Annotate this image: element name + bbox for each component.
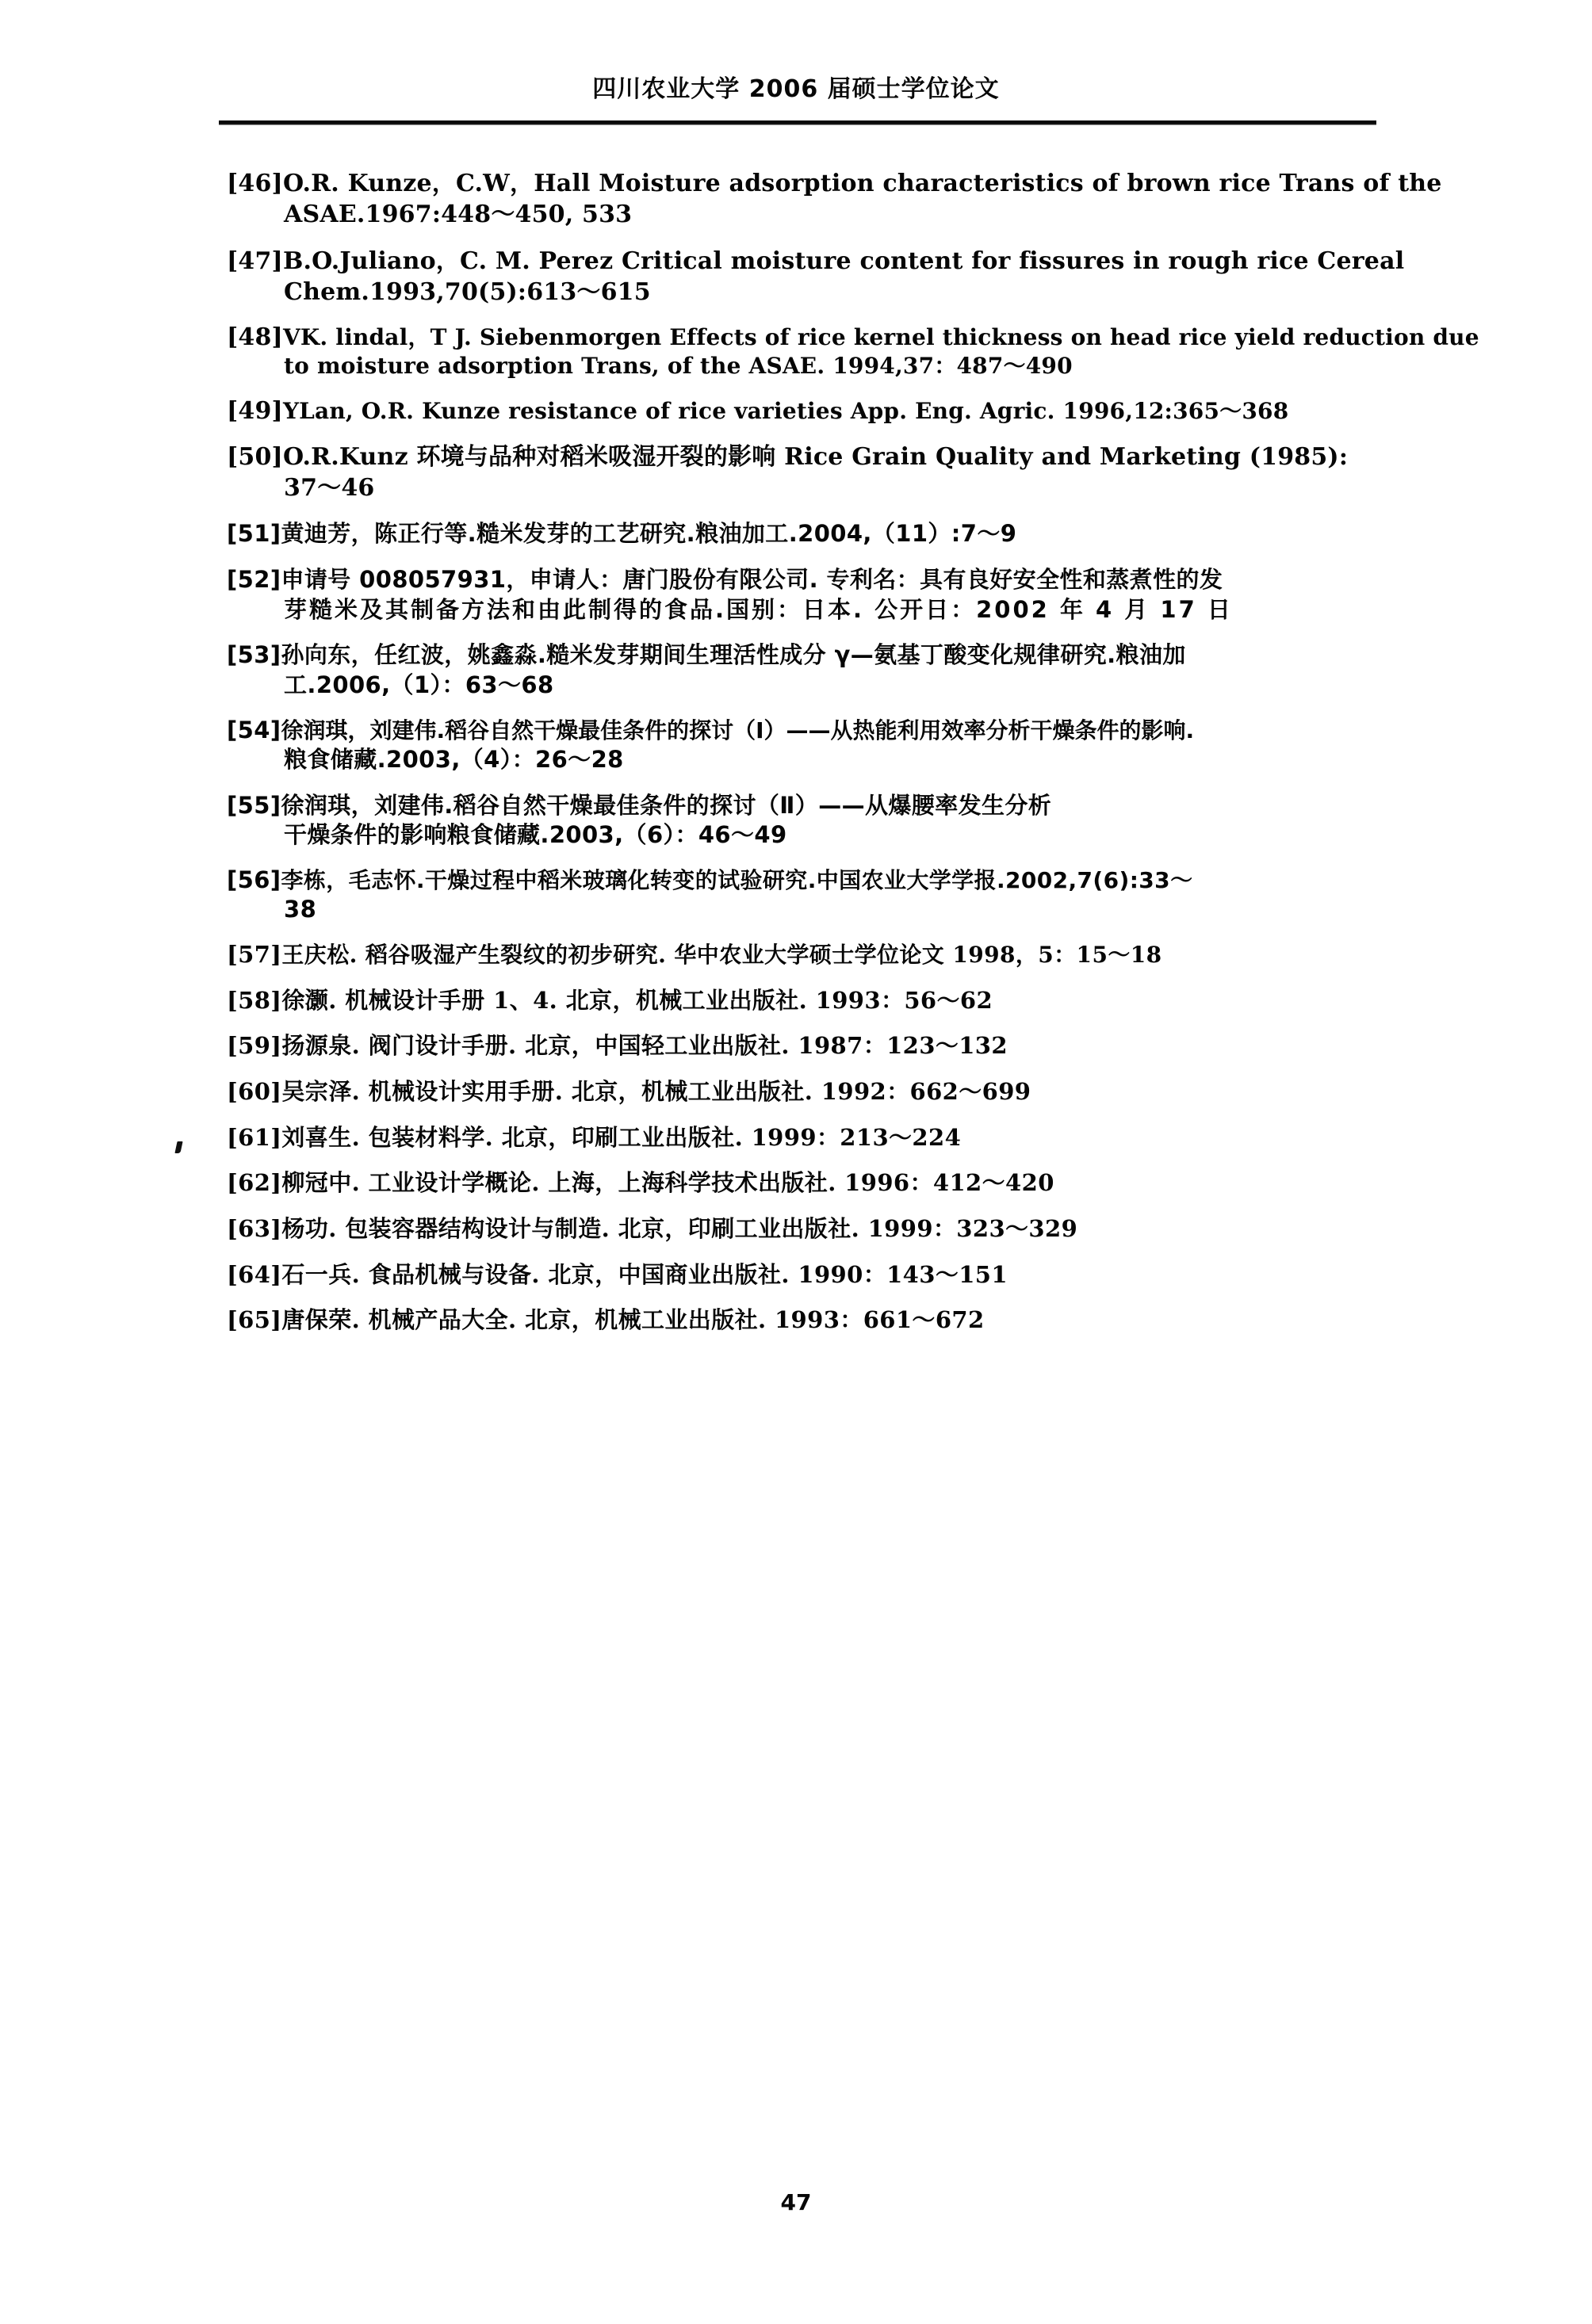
reference-text-46-line-1: O.R. Kunze，C.W，Hall Moisture adsorption characteristics of brown rice Trans of the <box>282 170 1442 197</box>
reference-number-49: [49] <box>227 396 283 425</box>
reference-number-60: [60] <box>227 1077 282 1105</box>
reference-number-63: [63] <box>227 1214 282 1242</box>
reference-entry-47 <box>227 246 1405 308</box>
reference-text-62-line-1: 柳冠中. 工业设计学概论. 上海，上海科学技术出版社. 1996：412～420 <box>281 1169 1054 1197</box>
reference-number-64: [64] <box>227 1260 282 1288</box>
page-header <box>0 76 1592 102</box>
reference-number-46: [46] <box>227 170 283 197</box>
reference-text-53-line-1: 孙向东，任红波，姚鑫淼.糙米发芽期间生理活性成分 γ—氨基丁酸变化规律研究.粮油加 <box>281 641 1186 669</box>
reference-text-49-line-1: YLan, O.R. Kunze resistance of rice varieties App. Eng. Agric. 1996,12:365～368 <box>282 397 1289 424</box>
reference-number-47: [47] <box>227 247 283 275</box>
reference-list <box>227 168 1479 1351</box>
reference-entry-65 <box>227 1305 1392 1336</box>
page-number: 47 <box>780 2189 812 2215</box>
reference-entry-64 <box>227 1260 1392 1290</box>
reference-text-63-line-1: 杨功. 包装容器结构设计与制造. 北京，印刷工业出版社. 1999：323～329 <box>281 1214 1078 1242</box>
reference-text-64-line-1: 石一兵. 食品机械与设备. 北京，中国商业出版社. 1990：143～151 <box>281 1260 1008 1288</box>
reference-text-58-line-1: 徐灏. 机械设计手册 1、4. 北京，机械工业出版社. 1993：56～62 <box>281 986 993 1014</box>
reference-text-52-line-2: 芽糙米及其制备方法和由此制得的食品.国别：日本. 公开日：2002 年 4 月 17 日 <box>284 595 1233 623</box>
reference-text-50-line-2: 37～46 <box>284 474 375 503</box>
reference-number-54: [54] <box>227 716 281 743</box>
reference-number-52: [52] <box>227 565 281 593</box>
reference-text-53-line-2: 工.2006,（1）：63～68 <box>284 671 554 698</box>
reference-text-55-line-1: 徐润琪，刘建伟.稻谷自然干燥最佳条件的探讨（Ⅱ）——从爆腰率发生分析 <box>281 791 1052 819</box>
reference-text-55-line-2: 干燥条件的影响粮食储藏.2003,（6）：46～49 <box>284 821 787 849</box>
header-divider-rule <box>219 120 1376 124</box>
reference-number-58: [58] <box>227 986 282 1014</box>
reference-entry-60 <box>227 1077 1392 1107</box>
reference-text-51-line-1: 黄迪芳，陈正行等.糙米发芽的工艺研究.粮油加工.2004,（11）:7～9 <box>281 520 1017 548</box>
reference-text-61-line-1: 刘喜生. 包装材料学. 北京，印刷工业出版社. 1999：213～224 <box>281 1123 962 1151</box>
reference-text-48-line-2: to moisture adsorption Trans, of the ASAE. 1994,37：487～490 <box>284 353 1073 380</box>
reference-text-59-line-1: 扬源泉. 阀门设计手册. 北京，中国轻工业出版社. 1987：123～132 <box>281 1032 1008 1060</box>
reference-entry-51 <box>227 519 1392 549</box>
reference-number-48: [48] <box>227 323 283 351</box>
reference-number-50: [50] <box>227 443 283 472</box>
reference-entry-52 <box>227 565 1392 625</box>
reference-entry-59 <box>227 1031 1392 1061</box>
reference-number-65: [65] <box>227 1306 282 1334</box>
reference-entry-57 <box>227 941 1392 969</box>
reference-entry-58 <box>227 986 1392 1016</box>
reference-text-48-line-1: VK. lindal，T J. Siebenmorgen Effects of rice kernel thickness on head rice yield reduction due <box>282 324 1479 350</box>
reference-entry-53 <box>227 640 1392 700</box>
reference-entry-63 <box>227 1214 1392 1244</box>
reference-entry-50 <box>227 441 1392 503</box>
reference-text-47-line-2: Chem.1993,70(5):613～615 <box>284 278 651 306</box>
reference-text-47-line-1: B.O.Juliano，C. M. Perez Critical moisture content for fissures in rough rice Cereal <box>282 247 1405 275</box>
reference-text-56-line-1: 李栋，毛志怀.干燥过程中稻米玻璃化转变的试验研究.中国农业大学学报.2002,7(6):33～ <box>281 867 1193 894</box>
reference-number-57: [57] <box>227 941 282 969</box>
reference-text-65-line-1: 唐保荣. 机械产品大全. 北京，机械工业出版社. 1993：661～672 <box>281 1306 985 1334</box>
reference-number-62: [62] <box>227 1169 282 1197</box>
reference-text-54-line-1: 徐润琪，刘建伟.稻谷自然干燥最佳条件的探讨（Ⅰ）——从热能利用效率分析干燥条件的影响. <box>281 717 1195 743</box>
reference-entry-48 <box>227 323 1479 381</box>
reference-number-59: [59] <box>227 1032 282 1060</box>
reference-entry-49 <box>227 397 1392 426</box>
reference-text-46-line-2: ASAE.1967:448～450, 533 <box>284 201 633 228</box>
reference-entry-62 <box>227 1168 1392 1198</box>
reference-text-57-line-1: 王庆松. 稻谷吸湿产生裂纹的初步研究. 华中农业大学硕士学位论文 1998，5：15～18 <box>281 942 1162 969</box>
reference-entry-56 <box>227 866 1392 925</box>
reference-text-54-line-2: 粮食储藏.2003,（4）：26～28 <box>284 746 624 773</box>
reference-text-52-line-1: 申请号 008057931，申请人：唐门股份有限公司. 专利名：具有良好安全性和蒸煮性的发 <box>281 565 1223 593</box>
reference-entry-55 <box>227 791 1392 850</box>
reference-entry-46 <box>227 168 1442 230</box>
reference-text-50-line-1: O.R.Kunz 环境与品种对稻米吸湿开裂的影响 Rice Grain Quality and Marketing (1985): <box>282 443 1349 472</box>
reference-number-55: [55] <box>227 791 281 819</box>
scan-artifact-speck <box>174 1141 182 1153</box>
reference-text-56-line-2: 38 <box>284 896 317 923</box>
reference-text-60-line-1: 吴宗泽. 机械设计实用手册. 北京，机械工业出版社. 1992：662～699 <box>281 1077 1031 1105</box>
reference-number-61: [61] <box>227 1123 282 1151</box>
reference-number-53: [53] <box>227 641 281 669</box>
reference-number-56: [56] <box>227 866 281 894</box>
reference-number-51: [51] <box>227 520 281 548</box>
header-title: 四川农业大学 2006 届硕士学位论文 <box>592 75 1000 103</box>
reference-entry-54 <box>227 717 1392 775</box>
reference-entry-61 <box>227 1123 1392 1153</box>
